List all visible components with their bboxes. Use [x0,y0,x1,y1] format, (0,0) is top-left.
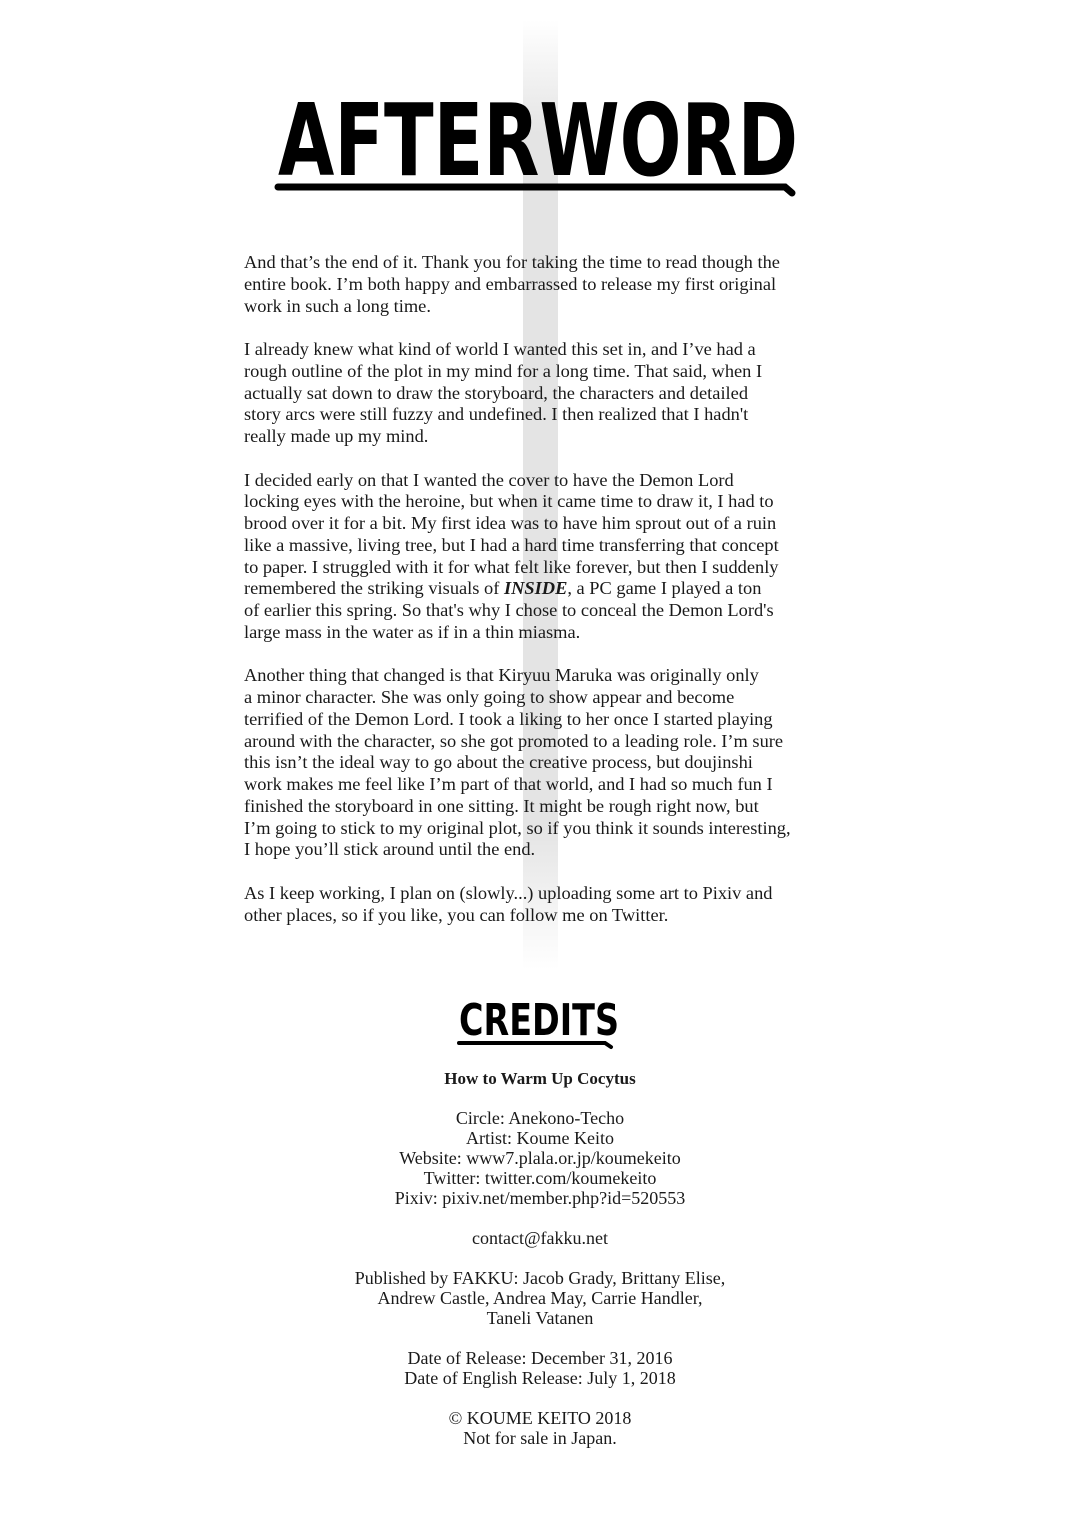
website[interactable]: Website: www7.plala.or.jp/koumekeito [399,1148,681,1168]
artist: Artist: Koume Keito [466,1128,614,1148]
text-line: terrified of the Demon Lord. I took a liking to her once I started playing [244,708,773,729]
text-line: around with the character, so she got promoted to a leading role. I’m sure [244,730,784,751]
english-release-date: Date of English Release: July 1, 2018 [404,1368,676,1388]
copyright: © KOUME KEITO 2018 [448,1408,632,1428]
release-dates [0,1348,1080,1388]
text-line: Another thing that changed is that Kiryuu Maruka was originally only [244,665,759,686]
text-line: this isn’t the ideal way to go about the creative process, but doujinshi [244,752,753,773]
published-line: Taneli Vatanen [486,1308,594,1328]
text-line: entire book. I’m both happy and embarrassed to release my first original [244,273,777,294]
contact-email[interactable]: contact@fakku.net [471,1228,609,1248]
afterword-paragraph [244,665,844,861]
text-line: I already knew what kind of world I wanted this set in, and I’ve had a [244,339,756,359]
region-notice: Not for sale in Japan. [463,1428,617,1448]
text-line: brood over it for a bit. My first idea was to have him sprout out of a ruin [244,513,777,533]
twitter[interactable]: Twitter: twitter.com/koumekeito [423,1168,657,1188]
credits-block [0,1069,1080,1468]
text-line: large mass in the water as if in a thin miasma. [244,621,581,642]
afterword-paragraph [244,883,844,927]
publisher-info [0,1268,1080,1328]
afterword-paragraph [244,339,844,448]
afterword-paragraph [244,252,844,317]
published-line: Andrew Castle, Andrea May, Carrie Handler, [377,1288,703,1308]
release-date: Date of Release: December 31, 2016 [407,1348,673,1368]
afterword-body [244,252,844,948]
text-line: work makes me feel like I’m part of that world, and I had so much fun I [244,774,773,794]
text-line: a minor character. She was only going to show appear and become [244,687,735,707]
text-line: finished the storyboard in one sitting. It might be rough right now, but [244,795,759,816]
text-line: I decided early on that I wanted the cover to have the Demon Lord [244,469,734,490]
text-line: rough outline of the plot in my mind for a long time. That said, when I [244,360,763,381]
book-title: How to Warm Up Cocytus [444,1069,636,1088]
text-line: like a massive, living tree, but I had a hard time transferring that concept [244,534,779,555]
text-line: work in such a long time. [244,295,431,316]
text-line: really made up my mind. [244,426,429,446]
text-line: And that’s the end of it. Thank you for taking the time to read though the [244,252,780,272]
text-line: actually sat down to draw the storyboard, the characters and detailed [244,382,749,403]
afterword-heading [270,82,810,200]
credits-heading-text: CREDITS [459,995,619,1046]
afterword-heading-text: AFTERWORD [278,82,798,199]
text-line: locking eyes with the heroine, but when it came time to draw it, I had to [244,491,774,512]
text-line: other places, so if you like, you can follow me on Twitter. [244,904,669,925]
text-line: I’m going to stick to my original plot, so if you think it sounds interesting, [244,817,791,838]
creator-info [0,1108,1080,1208]
published-line: Published by FAKKU: Jacob Grady, Brittany Elise, [354,1268,726,1288]
game-title: INSIDE [503,578,568,599]
text-line: As I keep working, I plan on (slowly...) uploading some art to Pixiv and [244,882,773,903]
circle: Circle: Anekono-Techo [455,1108,625,1128]
text-line: to paper. I struggled with it for what felt like forever, but then I suddenly [244,556,779,577]
text-line: story arcs were still fuzzy and undefined. I then realized that I hadn't [244,404,749,425]
text-line: of earlier this spring. So that's why I chose to conceal the Demon Lord's [244,600,774,620]
credits-underline [459,1043,611,1047]
text-line: I hope you’ll stick around until the end. [244,839,536,860]
text-line: remembered the striking visuals of INSIDE, a PC game I played a ton [244,578,762,599]
credits-heading [455,995,630,1050]
afterword-paragraph [244,470,844,644]
pixiv[interactable]: Pixiv: pixiv.net/member.php?id=520553 [394,1188,686,1208]
